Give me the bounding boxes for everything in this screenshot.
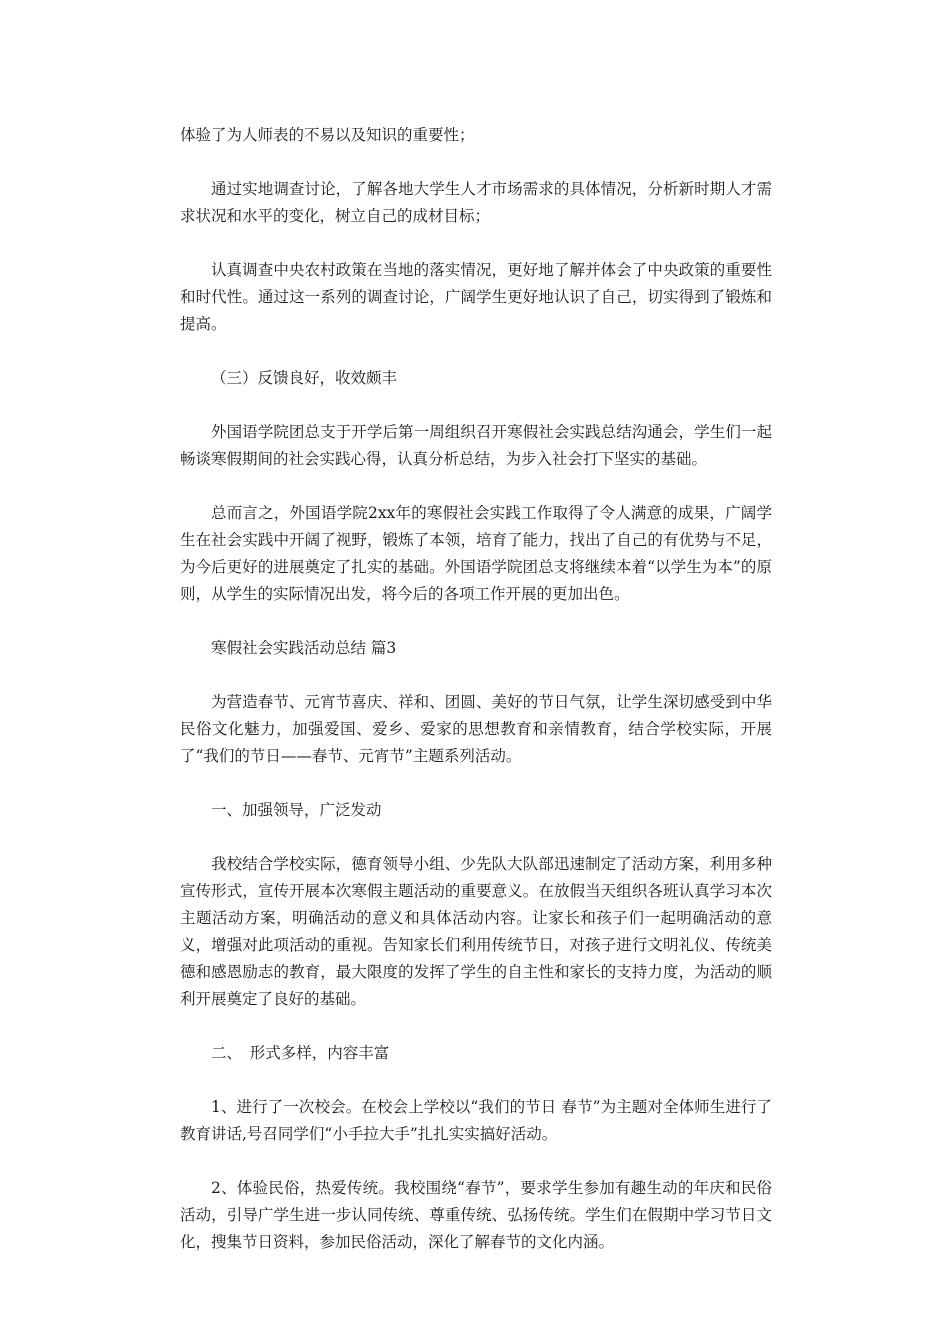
section-heading-feedback: （三）反馈良好，收效颇丰 <box>211 369 398 387</box>
section-heading-leadership: 一、加强领导，广泛发动 <box>211 801 382 819</box>
paragraph-gap <box>180 608 772 635</box>
paragraph-gap <box>180 662 772 689</box>
paragraph-gap <box>180 1067 772 1094</box>
paragraph-gap <box>180 1148 772 1175</box>
paragraph-conclusion: 总而言之，外国语学院2xx年的寒假社会实践工作取得了令人满意的成果，广阔学生在社会实践中开阔了视野，锻炼了本领，培育了能力，找出了自己的有优势与不足，为今后更好的进展奠定了扎实的基础。外国语学院团总支将继续本着“以学生为本”的原则，从学生的实际情况出发，将今后的各项工作开展的更加出色。 <box>180 504 772 603</box>
paragraph-gap <box>180 149 772 176</box>
paragraph-school-plan: 我校结合学校实际，德育领导小组、少先队大队部迅速制定了活动方案，利用多种宣传形式，宣传开展本次寒假主题活动的重要意义。在放假当天组织各班认真学习本次主题活动方案，明确活动的意义和具体活动内容。让家长和孩子们一起明确活动的意义，增强对此项活动的重视。告知家长们利用传统节日，对孩子进行文明礼仪、传统美德和感恩励志的教育，最大限度的发挥了学生的自主性和家长的支持力度，为活动的顺利开展奠定了良好的基础。 <box>180 855 772 1008</box>
paragraph-gap <box>180 770 772 797</box>
paragraph-gap <box>180 338 772 365</box>
section-heading-forms: 二、 形式多样，内容丰富 <box>211 1044 390 1062</box>
paragraph-gap <box>180 824 772 851</box>
document-page <box>180 122 772 1256</box>
paragraph-continuation: 体验了为人师表的不易以及知识的重要性； <box>180 126 475 144</box>
paragraph-talent-survey: 通过实地调查讨论，了解各地大学生人才市场需求的具体情况，分析新时期人才需求状况和水平的变化，树立自己的成材目标； <box>180 180 772 225</box>
paragraph-gap <box>180 230 772 257</box>
paragraph-summary-meeting: 外国语学院团总支于开学后第一周组织召开寒假社会实践总结沟通会，学生们一起畅谈寒假期间的社会实践心得，认真分析总结，为步入社会打下坚实的基础。 <box>180 423 772 468</box>
paragraph-gap <box>180 473 772 500</box>
paragraph-folk-customs: 2、体验民俗，热爱传统。我校围绕“春节”，要求学生参加有趣生动的年庆和民俗活动，引导广学生进一步认同传统、尊重传统、弘扬传统。学生们在假期中学习节日文化，搜集节日资料，参加民俗活动，深化了解春节的文化内涵。 <box>180 1179 772 1251</box>
article-title-part3: 寒假社会实践活动总结 篇3 <box>211 639 397 657</box>
paragraph-gap <box>180 1013 772 1040</box>
paragraph-gap <box>180 392 772 419</box>
paragraph-festival-intro: 为营造春节、元宵节喜庆、祥和、团圆、美好的节日气氛，让学生深切感受到中华民俗文化魅力，加强爱国、爱乡、爱家的思想教育和亲情教育，结合学校实际，开展了“我们的节日——春节、元宵节”主题系列活动。 <box>180 693 772 765</box>
paragraph-rural-policy: 认真调查中央农村政策在当地的落实情况，更好地了解并体会了中央政策的重要性和时代性。通过这一系列的调查讨论，广阔学生更好地认识了自己，切实得到了锻炼和提高。 <box>180 261 772 333</box>
paragraph-school-assembly: 1、进行了一次校会。在校会上学校以“我们的节日 春节”为主题对全体师生进行了教育讲话,号召同学们“小手拉大手”扎扎实实搞好活动。 <box>180 1098 772 1143</box>
